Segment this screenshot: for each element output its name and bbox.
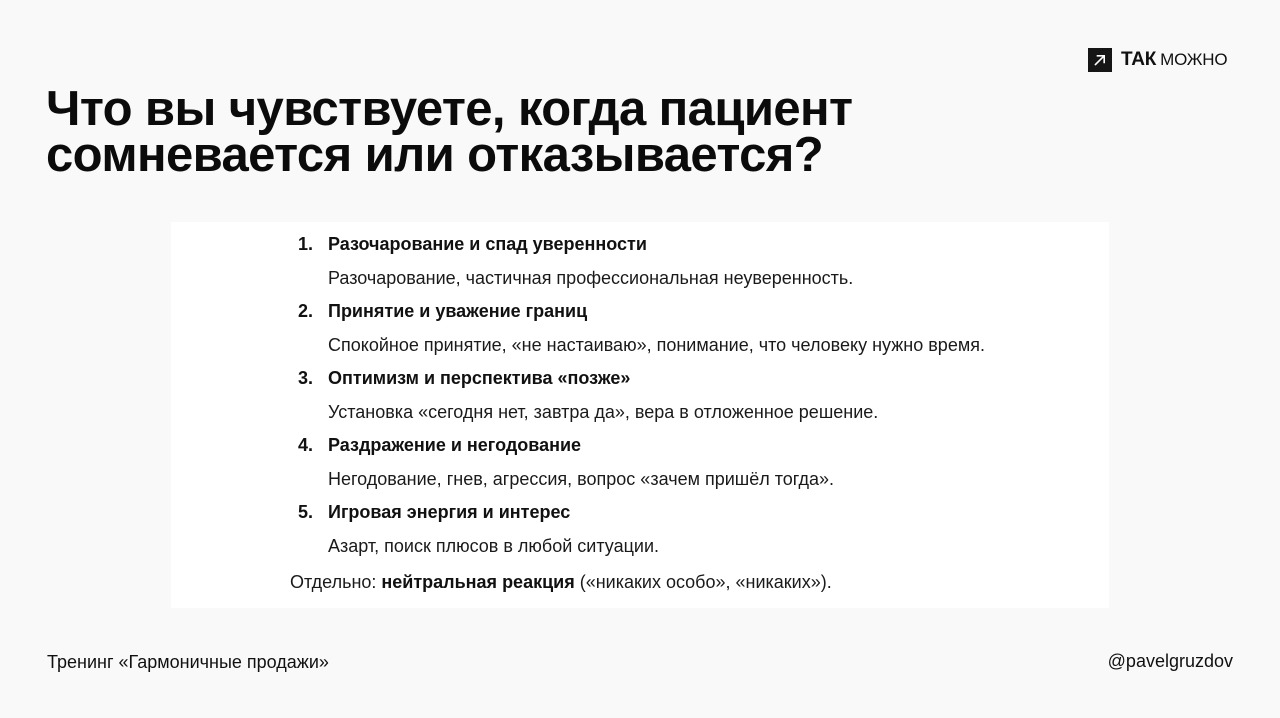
list-item: [288, 228, 985, 295]
slide-title: [46, 82, 853, 182]
brand-word-2: МОЖНО: [1160, 50, 1228, 69]
list-item-title: Раздражение и негодование: [328, 435, 582, 456]
list-item: [288, 496, 985, 563]
list-item-title: Разочарование и спад уверенности: [328, 234, 647, 255]
neutral-reaction-note: [290, 572, 832, 593]
note-emphasis: нейтральная реакция: [381, 572, 575, 592]
list-item-description: Установка «сегодня нет, завтра да», вера в отложенное решение.: [328, 401, 879, 422]
list-item-number: 2.: [298, 301, 314, 322]
slide-title-line-1: Что вы чувствуете, когда пациент: [46, 82, 853, 136]
list-item-title: Принятие и уважение границ: [328, 301, 588, 322]
list-item-header: [288, 496, 985, 530]
author-handle: @pavelgruzdov: [1107, 651, 1233, 671]
list-item-number: 5.: [298, 502, 314, 523]
list-item-header: [288, 362, 985, 396]
list-item-description: Негодование, гнев, агрессия, вопрос «зачем пришёл тогда».: [328, 468, 835, 489]
list-item: [288, 295, 985, 362]
brand-word-1: ТАК: [1121, 49, 1157, 70]
list-item-title: Оптимизм и перспектива «позже»: [328, 368, 631, 389]
list-item-number: 3.: [298, 368, 314, 389]
content-card: [171, 222, 1109, 608]
brand-name: [1121, 48, 1227, 72]
training-name: Тренинг «Гармоничные продажи»: [47, 652, 329, 672]
list-item: [288, 429, 985, 496]
arrow-up-right-icon: [1088, 48, 1112, 72]
list-item-header: [288, 295, 985, 329]
brand-logo: [1088, 48, 1227, 72]
list-item-description: Разочарование, частичная профессиональная неуверенность.: [328, 267, 854, 288]
list-item: [288, 362, 985, 429]
note-prefix: Отдельно:: [290, 572, 382, 592]
list-item-description: Азарт, поиск плюсов в любой ситуации.: [328, 535, 660, 556]
list-item-description: Спокойное принятие, «не настаиваю», понимание, что человеку нужно время.: [328, 334, 985, 355]
reaction-list: [288, 228, 985, 563]
note-suffix: («никаких особо», «никаких»).: [574, 572, 832, 592]
list-item-title: Игровая энергия и интерес: [328, 502, 571, 523]
slide-title-line-2: сомневается или отказывается?: [46, 128, 824, 182]
list-item-number: 1.: [298, 234, 314, 255]
list-item-header: [288, 429, 985, 463]
list-item-number: 4.: [298, 435, 314, 456]
list-item-header: [288, 228, 985, 262]
